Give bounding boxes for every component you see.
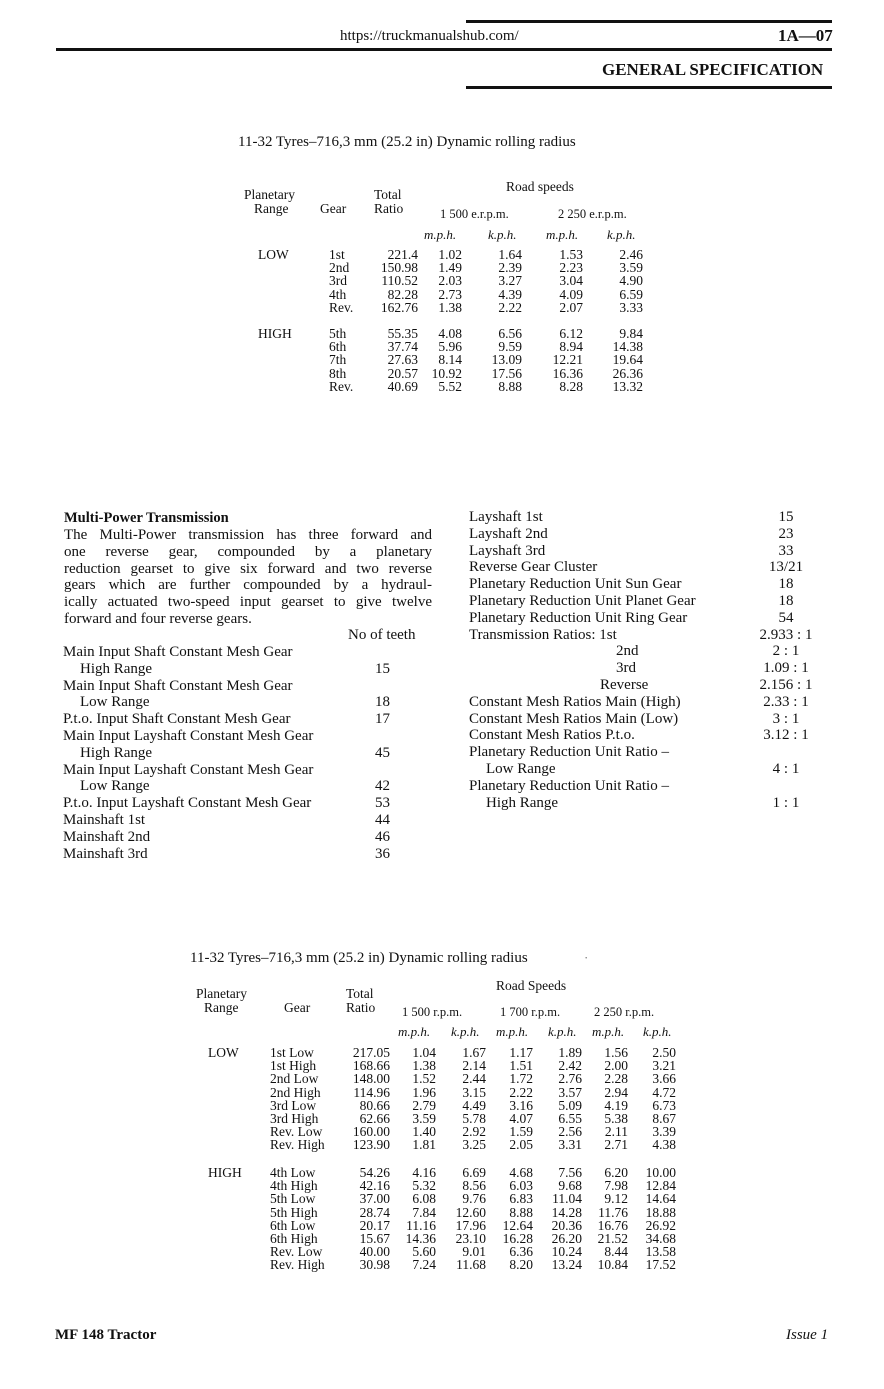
gear-item-label: Reverse (600, 677, 649, 693)
teeth-or-ratio-value: 3 : 1 (772, 710, 800, 727)
mph-cell: 6.83 (509, 1191, 533, 1207)
gear-cell: 6th (329, 339, 347, 355)
teeth-count-value: 15 (375, 660, 390, 677)
mph-cell: 6.20 (604, 1165, 628, 1180)
gear-item-label: Constant Mesh Ratios Main (High) (469, 693, 681, 710)
kph-cell: 9.59 (498, 339, 522, 355)
mph-cell: 11.76 (598, 1204, 628, 1220)
kph-cell: 3.33 (619, 299, 643, 315)
kph-cell: 2.14 (462, 1058, 486, 1074)
header-kph: k.p.h. (607, 227, 636, 242)
header-kph: k.p.h. (488, 227, 517, 242)
header-mph: m.p.h. (592, 1024, 625, 1039)
mph-cell: 6.03 (509, 1178, 533, 1194)
mph-cell: 4.08 (438, 326, 462, 341)
kph-cell: 4.38 (652, 1137, 676, 1153)
gear-cell: 6th Low (270, 1217, 316, 1233)
ratio-cell: 123.90 (352, 1137, 390, 1153)
mph-cell: 2.28 (604, 1071, 628, 1087)
gear-cell: 1st (329, 247, 345, 262)
kph-cell: 9.01 (462, 1244, 486, 1260)
mph-cell: 5.60 (412, 1244, 436, 1260)
kph-cell: 3.31 (558, 1137, 582, 1153)
ratio-cell: 162.76 (380, 299, 418, 315)
mph-cell: 2.94 (604, 1084, 628, 1100)
ratio-cell: 168.66 (352, 1058, 390, 1074)
kph-cell: 14.28 (551, 1204, 582, 1220)
kph-cell: 11.68 (456, 1257, 486, 1273)
mph-cell: 16.28 (502, 1231, 533, 1246)
mph-cell: 2.07 (559, 299, 583, 315)
ratio-cell: 80.66 (359, 1097, 390, 1113)
kph-cell: 6.59 (619, 286, 643, 302)
header-ratio: Ratio (346, 1000, 376, 1015)
mph-cell: 3.59 (412, 1111, 436, 1126)
table2-caption: 11-32 Tyres–716,3 mm (25.2 in) Dynamic rolling radius (190, 950, 528, 966)
header-kph: k.p.h. (643, 1024, 672, 1039)
kph-cell: 6.69 (462, 1165, 486, 1180)
kph-cell: 9.76 (462, 1191, 486, 1207)
mph-cell: 4.68 (509, 1165, 533, 1180)
teeth-or-ratio-value: 2 : 1 (772, 643, 800, 660)
mph-cell: 1.56 (604, 1045, 628, 1060)
mph-cell: 2.73 (438, 286, 462, 302)
mph-cell: 14.36 (405, 1231, 436, 1246)
ratio-cell: 55.35 (387, 326, 418, 341)
kph-cell: 8.88 (498, 378, 522, 394)
mph-cell: 10.84 (597, 1257, 628, 1273)
header-kph: k.p.h. (451, 1024, 480, 1039)
kph-cell: 3.25 (462, 1137, 486, 1153)
teeth-count-value: 46 (375, 828, 390, 845)
mph-cell: 5.38 (604, 1111, 628, 1126)
header-total: Total (346, 986, 374, 1001)
kph-cell: 20.36 (551, 1217, 582, 1233)
kph-cell: 3.59 (619, 260, 643, 276)
teeth-or-ratio-value: 1 : 1 (772, 794, 800, 811)
mph-cell: 8.88 (509, 1204, 533, 1220)
header-rpm-1500: 1 500 r.p.m. (402, 1005, 463, 1019)
gear-item-label: Mainshaft 3rd (63, 845, 148, 862)
mph-cell: 1.72 (509, 1071, 533, 1087)
mph-cell: 16.36 (552, 365, 583, 381)
range-label: LOW (208, 1045, 239, 1060)
gear-item-label: Mainshaft 1st (63, 812, 146, 828)
gear-item-label: Low Range (486, 761, 556, 777)
source-url: https://truckmanualshub.com/ (340, 28, 519, 44)
mph-cell: 2.22 (509, 1084, 533, 1100)
header-mph: m.p.h. (424, 227, 457, 242)
mph-cell: 2.23 (559, 260, 583, 276)
ratio-cell: 40.69 (387, 378, 418, 394)
gear-item-label: Layshaft 2nd (469, 525, 548, 542)
gear-item-label: High Range (80, 744, 153, 761)
mph-cell: 1.53 (559, 247, 583, 262)
mph-cell: 21.52 (597, 1231, 628, 1246)
teeth-count-value: 42 (375, 778, 390, 795)
header-gear: Gear (284, 1000, 311, 1015)
header-rpm-1500: 1 500 e.r.p.m. (440, 207, 509, 221)
teeth-or-ratio-value: 4 : 1 (772, 761, 800, 777)
gear-cell: 8th (329, 365, 347, 381)
kph-cell: 14.38 (612, 339, 643, 355)
kph-cell: 6.56 (498, 326, 522, 341)
paragraph-line: reduction gearset to give six forward and two reverse (64, 560, 432, 577)
kph-cell: 2.92 (462, 1124, 486, 1140)
gear-cell: 4th (329, 286, 347, 302)
kph-cell: 8.67 (652, 1111, 676, 1126)
footer-model: MF 148 Tractor (55, 1327, 157, 1343)
mph-cell: 2.03 (438, 273, 462, 289)
gear-item-label: Transmission Ratios: 1st (469, 626, 617, 643)
teeth-or-ratio-value: 23 (778, 525, 794, 542)
mph-cell: 8.20 (509, 1257, 533, 1273)
gear-item-label: Main Input Layshaft Constant Mesh Gear (63, 761, 314, 778)
kph-cell: 23.10 (455, 1231, 486, 1246)
ratio-cell: 82.28 (387, 286, 418, 302)
kph-cell: 3.66 (652, 1071, 676, 1087)
header-kph: k.p.h. (548, 1024, 577, 1039)
header-range: Range (254, 201, 289, 216)
gear-item-label: P.t.o. Input Shaft Constant Mesh Gear (63, 711, 291, 728)
kph-cell: 2.22 (498, 299, 522, 315)
range-label: LOW (258, 247, 289, 262)
kph-cell: 3.39 (652, 1124, 676, 1140)
kph-cell: 6.73 (652, 1097, 676, 1113)
mph-cell: 9.12 (604, 1191, 628, 1207)
gear-cell: 2nd Low (270, 1071, 319, 1087)
kph-cell: 2.46 (619, 247, 643, 262)
gear-cell: 7th (329, 352, 347, 368)
kph-cell: 17.96 (455, 1217, 486, 1233)
gear-cell: Rev. (329, 299, 354, 315)
gear-cell: 6th High (270, 1231, 318, 1246)
teeth-or-ratio-value: 1.09 : 1 (763, 660, 809, 677)
mph-cell: 11.16 (406, 1217, 436, 1233)
paragraph-line: forward and four reverse gears. (64, 610, 252, 627)
section-title: GENERAL SPECIFICATION (602, 60, 824, 79)
kph-cell: 10.00 (645, 1165, 676, 1180)
mph-cell: 7.84 (412, 1204, 436, 1220)
mph-cell: 1.38 (412, 1058, 436, 1074)
mph-cell: 12.21 (552, 352, 583, 368)
gear-item-label: Planetary Reduction Unit Planet Gear (469, 593, 696, 609)
header-mph: m.p.h. (546, 227, 579, 242)
mph-cell: 4.09 (559, 286, 583, 302)
teeth-or-ratio-value: 18 (778, 576, 794, 593)
kph-cell: 2.56 (558, 1124, 582, 1140)
mph-cell: 1.40 (412, 1124, 436, 1140)
kph-cell: 34.68 (645, 1231, 676, 1246)
mph-cell: 6.12 (559, 326, 583, 341)
gear-cell: 4th High (270, 1178, 318, 1194)
kph-cell: 3.21 (652, 1058, 676, 1074)
kph-cell: 26.20 (551, 1231, 582, 1246)
mph-cell: 2.00 (604, 1058, 628, 1074)
gear-item-label: P.t.o. Input Layshaft Constant Mesh Gear (63, 795, 312, 812)
gear-cell: 4th Low (270, 1165, 316, 1180)
mph-cell: 7.98 (604, 1178, 628, 1194)
kph-cell: 3.15 (462, 1084, 486, 1100)
kph-cell: 1.64 (498, 247, 522, 262)
kph-cell: 10.24 (551, 1244, 582, 1260)
header-planetary: Planetary (244, 187, 295, 202)
mph-cell: 12.64 (502, 1217, 533, 1233)
ratio-cell: 37.74 (387, 339, 418, 355)
kph-cell: 2.42 (558, 1058, 582, 1074)
header-range: Range (204, 1000, 239, 1015)
gear-item-label: Layshaft 3rd (469, 542, 546, 559)
kph-cell: 17.52 (645, 1257, 676, 1273)
mph-cell: 3.16 (509, 1097, 533, 1113)
kph-cell: 12.60 (455, 1204, 486, 1220)
mph-cell: 8.44 (604, 1244, 628, 1260)
gear-cell: 3rd (329, 273, 347, 289)
kph-cell: 13.24 (551, 1257, 582, 1273)
gear-cell: 1st Low (270, 1045, 314, 1060)
gear-cell: 2nd (329, 260, 350, 276)
ratio-cell: 20.57 (387, 365, 418, 381)
paragraph-line: ically actuated two-speed input gearset to give twelve (64, 594, 432, 611)
teeth-count-value: 17 (375, 711, 390, 728)
mph-cell: 1.02 (438, 247, 462, 262)
ratio-cell: 160.00 (352, 1124, 390, 1140)
mph-cell: 8.14 (438, 352, 462, 368)
gear-cell: 2nd High (270, 1084, 321, 1100)
kph-cell: 8.56 (462, 1178, 486, 1194)
ratio-cell: 27.63 (387, 352, 418, 368)
kph-cell: 2.44 (462, 1071, 486, 1087)
gear-item-label: High Range (486, 794, 559, 811)
kph-cell: 26.92 (645, 1217, 676, 1233)
header-road-speeds: Road speeds (506, 179, 574, 194)
mph-cell: 4.07 (509, 1111, 533, 1126)
mph-cell: 1.51 (509, 1058, 533, 1074)
kph-cell: 11.04 (552, 1191, 582, 1207)
ratio-cell: 15.67 (359, 1231, 390, 1246)
kph-cell: 9.84 (619, 326, 643, 341)
kph-cell: 2.76 (558, 1071, 582, 1087)
header-total: Total (374, 187, 402, 202)
mph-cell: 5.96 (438, 339, 462, 355)
header-rpm-2250: 2 250 e.r.p.m. (558, 207, 627, 221)
kph-cell: 2.50 (652, 1045, 676, 1060)
kph-cell: 13.09 (491, 352, 522, 368)
gear-item-label: Constant Mesh Ratios P.t.o. (469, 727, 635, 744)
mph-cell: 6.08 (412, 1191, 436, 1207)
mph-cell: 2.71 (604, 1137, 628, 1153)
mph-cell: 4.19 (604, 1097, 628, 1113)
gear-item-label: Planetary Reduction Unit Sun Gear (469, 576, 682, 593)
ratio-cell: 28.74 (359, 1204, 390, 1220)
kph-cell: 13.58 (645, 1244, 676, 1260)
gear-cell: 1st High (270, 1058, 317, 1074)
teeth-or-ratio-value: 2.933 : 1 (759, 626, 813, 643)
ratio-cell: 114.96 (353, 1084, 390, 1100)
teeth-or-ratio-value: 54 (778, 609, 794, 626)
gear-item-label: 2nd (616, 643, 639, 660)
kph-cell: 5.09 (558, 1097, 582, 1113)
kph-cell: 4.39 (498, 286, 522, 302)
ratio-cell: 40.00 (359, 1244, 390, 1260)
mph-cell: 8.94 (559, 339, 583, 355)
kph-cell: 26.36 (612, 365, 643, 381)
mph-cell: 5.32 (412, 1178, 436, 1194)
kph-cell: 4.90 (619, 273, 643, 289)
header-road-speeds: Road Speeds (496, 978, 567, 993)
mph-cell: 1.38 (438, 299, 462, 315)
gear-item-label: Planetary Reduction Unit Ratio – (469, 744, 669, 761)
gear-item-label: Mainshaft 2nd (63, 828, 151, 845)
paragraph-line: one reverse gear, compounded by a planetary (64, 543, 432, 560)
mph-cell: 1.96 (412, 1084, 436, 1100)
kph-cell: 4.72 (652, 1084, 676, 1100)
kph-cell: 5.78 (462, 1111, 486, 1126)
header-ratio: Ratio (374, 201, 404, 216)
ratio-cell: 20.17 (359, 1217, 390, 1233)
paragraph-line: gears which are further compounded by a hydraul- (64, 577, 432, 594)
ratio-cell: 148.00 (352, 1071, 390, 1087)
ratio-cell: 217.05 (352, 1045, 390, 1060)
caption-mark: · (584, 950, 589, 965)
ratio-cell: 42.16 (359, 1178, 390, 1194)
ratio-cell: 62.66 (359, 1111, 390, 1126)
teeth-count-header: No of teeth (348, 627, 416, 643)
gear-item-label: High Range (80, 660, 153, 677)
gear-item-label: 3rd (616, 660, 636, 677)
gear-cell: Rev. High (270, 1257, 325, 1273)
gear-cell: 3rd High (270, 1111, 319, 1126)
header-gear: Gear (320, 201, 347, 216)
mph-cell: 1.17 (509, 1045, 533, 1060)
kph-cell: 14.64 (645, 1191, 676, 1207)
header-mph: m.p.h. (496, 1024, 529, 1039)
paragraph-line: The Multi-Power transmission has three forward and (64, 527, 432, 543)
gear-item-label: Low Range (80, 778, 150, 795)
header-rpm-1700: 1 700 r.p.m. (500, 1005, 561, 1019)
gear-cell: 5th Low (270, 1191, 316, 1207)
gear-item-label: Planetary Reduction Unit Ratio – (469, 777, 669, 794)
mph-cell: 1.52 (412, 1071, 436, 1087)
mph-cell: 8.28 (559, 378, 583, 394)
range-label: HIGH (208, 1165, 242, 1180)
mph-cell: 2.05 (509, 1137, 533, 1153)
gear-cell: 3rd Low (270, 1097, 317, 1113)
teeth-or-ratio-value: 2.33 : 1 (763, 693, 809, 710)
ratio-cell: 54.26 (359, 1165, 390, 1180)
mph-cell: 1.04 (412, 1045, 436, 1060)
kph-cell: 17.56 (491, 365, 522, 381)
mph-cell: 2.11 (604, 1124, 628, 1140)
header-planetary: Planetary (196, 986, 247, 1001)
mph-cell: 5.52 (438, 378, 462, 394)
mph-cell: 1.81 (412, 1137, 436, 1153)
teeth-count-value: 18 (375, 694, 390, 711)
gear-item-label: Main Input Shaft Constant Mesh Gear (63, 677, 293, 694)
multi-power-title: Multi-Power Transmission (64, 510, 229, 526)
kph-cell: 13.32 (612, 378, 643, 394)
kph-cell: 18.88 (645, 1204, 676, 1220)
gear-cell: Rev. Low (270, 1124, 323, 1140)
kph-cell: 9.68 (558, 1178, 582, 1194)
teeth-or-ratio-value: 18 (778, 593, 794, 609)
gear-item-label: Main Input Layshaft Constant Mesh Gear (63, 728, 314, 744)
gear-item-label: Reverse Gear Cluster (469, 559, 598, 576)
kph-cell: 3.57 (558, 1084, 582, 1100)
mph-cell: 1.49 (438, 260, 462, 276)
mph-cell: 6.36 (509, 1244, 533, 1260)
gear-item-label: Main Input Shaft Constant Mesh Gear (63, 644, 293, 660)
gear-item-label: Low Range (80, 694, 150, 711)
ratio-cell: 30.98 (359, 1257, 390, 1273)
teeth-or-ratio-value: 2.156 : 1 (759, 677, 813, 693)
teeth-or-ratio-value: 15 (778, 509, 794, 525)
kph-cell: 19.64 (612, 352, 643, 368)
teeth-count-value: 53 (375, 795, 390, 812)
mph-cell: 7.24 (412, 1257, 436, 1273)
teeth-count-value: 45 (375, 744, 390, 761)
teeth-count-value: 36 (375, 845, 390, 862)
footer-issue: Issue 1 (786, 1327, 829, 1343)
gear-item-label: Layshaft 1st (469, 509, 543, 525)
gear-cell: 5th (329, 326, 347, 341)
mph-cell: 1.59 (509, 1124, 533, 1140)
table1-caption: 11-32 Tyres–716,3 mm (25.2 in) Dynamic rolling radius (238, 134, 576, 150)
kph-cell: 3.27 (498, 273, 522, 289)
gear-cell: Rev. (329, 378, 354, 394)
gear-cell: Rev. Low (270, 1244, 323, 1260)
ratio-cell: 37.00 (359, 1191, 390, 1207)
header-mph: m.p.h. (398, 1024, 431, 1039)
mph-cell: 2.79 (412, 1097, 436, 1113)
mph-cell: 4.16 (412, 1165, 436, 1180)
mph-cell: 3.04 (559, 273, 583, 289)
kph-cell: 6.55 (558, 1111, 582, 1126)
mph-cell: 16.76 (597, 1217, 628, 1233)
mph-cell: 10.92 (431, 365, 462, 381)
gear-cell: 5th High (270, 1204, 318, 1220)
ratio-cell: 110.52 (381, 273, 418, 289)
gear-cell: Rev. High (270, 1137, 325, 1153)
ratio-cell: 221.4 (387, 247, 418, 262)
kph-cell: 12.84 (645, 1178, 676, 1194)
gear-item-label: Constant Mesh Ratios Main (Low) (469, 710, 679, 727)
kph-cell: 1.67 (462, 1045, 486, 1060)
ratio-cell: 150.98 (380, 260, 418, 276)
gear-item-label: Planetary Reduction Unit Ring Gear (469, 609, 688, 626)
range-label: HIGH (258, 326, 292, 341)
teeth-or-ratio-value: 13/21 (768, 559, 804, 576)
teeth-or-ratio-value: 33 (778, 542, 794, 559)
teeth-count-value: 44 (375, 812, 390, 828)
page-number: 1A—07 (778, 26, 833, 45)
kph-cell: 4.49 (462, 1097, 486, 1113)
teeth-or-ratio-value: 3.12 : 1 (763, 727, 809, 744)
kph-cell: 2.39 (498, 260, 522, 276)
header-rpm-2250: 2 250 r.p.m. (594, 1005, 655, 1019)
kph-cell: 7.56 (558, 1165, 582, 1180)
kph-cell: 1.89 (558, 1045, 582, 1060)
